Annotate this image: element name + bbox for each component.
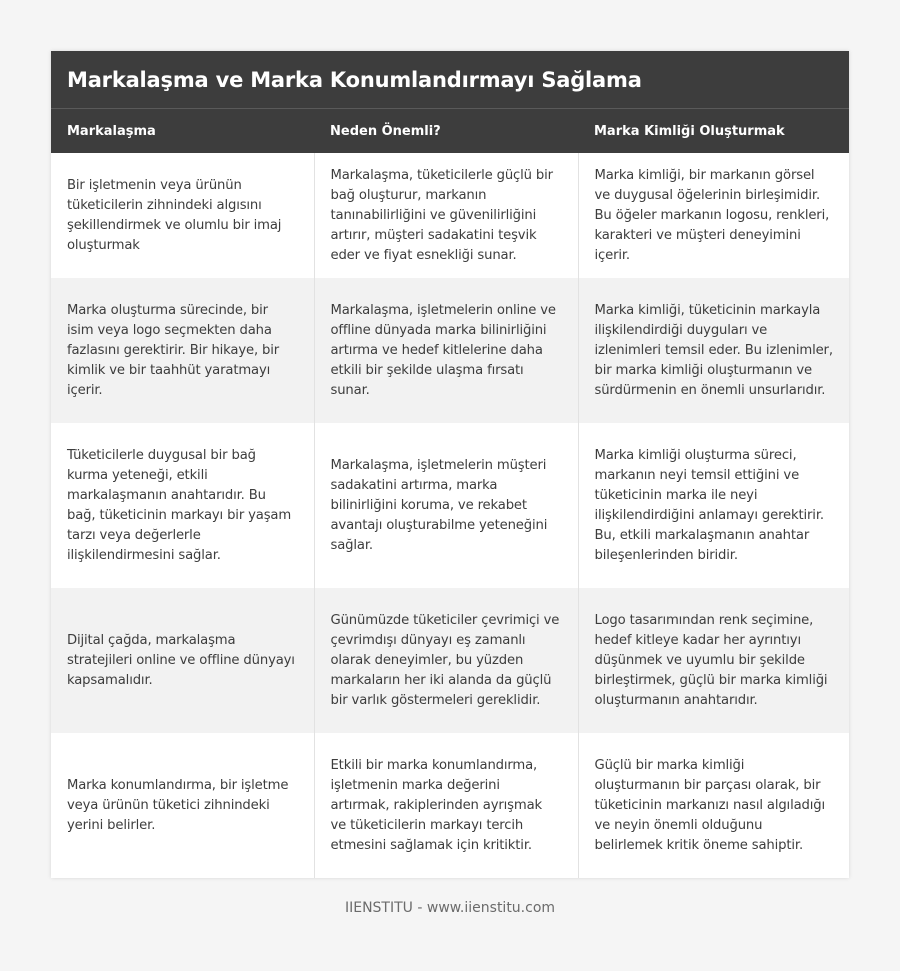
branding-table [51,109,849,878]
table-row [51,733,849,878]
table-cell: Güçlü bir marka kimliği oluşturmanın bir parçası olarak, bir tüketicinin markanızı nasıl algıladığı ve neyin önemli olduğunu belirlemek kritik öneme sahiptir. [578,733,849,878]
column-header-neden-onemli: Neden Önemli? [314,109,578,153]
table-cell: Markalaşma, işletmelerin müşteri sadakatini artırma, marka bilinirliğini koruma, ve rekabet avantajı oluşturabilme yeteneğini sağlar. [314,423,578,588]
table-cell: Marka oluşturma sürecinde, bir isim veya logo seçmekten daha fazlasını gerektirir. Bir hikaye, bir kimlik ve bir taahhüt yaratmayı içerir. [51,278,314,423]
page-title: Markalaşma ve Marka Konumlandırmayı Sağlama [67,67,642,92]
table-cell: Tüketicilerle duygusal bir bağ kurma yeteneği, etkili markalaşmanın anahtarıdır. Bu bağ, tüketicinin markayı bir yaşam tarzı veya değerlerle ilişkilendirmesini sağlar. [51,423,314,588]
table-row [51,278,849,423]
table-cell: Günümüzde tüketiciler çevrimiçi ve çevrimdışı dünyayı eş zamanlı olarak deneyimler, bu yüzden markaların her iki alanda da güçlü bir varlık göstermeleri gereklidir. [314,588,578,733]
table-cell: Marka kimliği, bir markanın görsel ve duygusal öğelerinin birleşimidir. Bu öğeler markanın logosu, renkleri, karakteri ve müşteri deneyimini içerir. [578,153,849,278]
table-cell: Marka konumlandırma, bir işletme veya ürünün tüketici zihnindeki yerini belirler. [51,733,314,878]
column-header-marka-kimligi: Marka Kimliği Oluşturmak [578,109,849,153]
column-header-markalasma: Markalaşma [51,109,314,153]
table-cell: Markalaşma, tüketicilerle güçlü bir bağ oluşturur, markanın tanınabilirliğini ve güvenilirliğini artırır, müşteri sadakatini teşvik eder ve fiyat esnekliği sunar. [314,153,578,278]
table-cell: Marka kimliği, tüketicinin markayla ilişkilendirdiği duyguları ve izlenimleri temsil eder. Bu izlenimler, bir marka kimliği oluşturmanın ve sürdürmenin en önemli unsurlarıdır. [578,278,849,423]
table-cell: Markalaşma, işletmelerin online ve offline dünyada marka bilinirliğini artırma ve hedef kitlelerine daha etkili bir şekilde ulaşma fırsatı sunar. [314,278,578,423]
content-card [51,51,849,878]
table-row [51,423,849,588]
footer-credit: IIENSTITU - www.iienstitu.com [344,900,556,916]
table-cell: Logo tasarımından renk seçimine, hedef kitleye kadar her ayrıntıyı düşünmek ve uyumlu bir şekilde birleştirmek, güçlü bir marka kimliği oluşturmanın anahtarıdır. [578,588,849,733]
title-bar [51,51,849,109]
table-cell: Dijital çağda, markalaşma stratejileri online ve offline dünyayı kapsamalıdır. [51,588,314,733]
table-cell: Etkili bir marka konumlandırma, işletmenin marka değerini artırmak, rakiplerinden ayrışmak ve tüketicilerin markayı tercih etmesini sağlamak için kritiktir. [314,733,578,878]
table-cell: Marka kimliği oluşturma süreci, markanın neyi temsil ettiğini ve tüketicinin marka ile neyi ilişkilendirdiğini anlamayı gerektirir. Bu, etkili markalaşmanın anahtar bileşenlerinden biridir. [578,423,849,588]
table-row [51,588,849,733]
table-cell: Bir işletmenin veya ürünün tüketicilerin zihnindeki algısını şekillendirmek ve olumlu bir imaj oluşturmak [51,153,314,278]
table-row [51,153,849,278]
table-header-row [51,109,849,153]
